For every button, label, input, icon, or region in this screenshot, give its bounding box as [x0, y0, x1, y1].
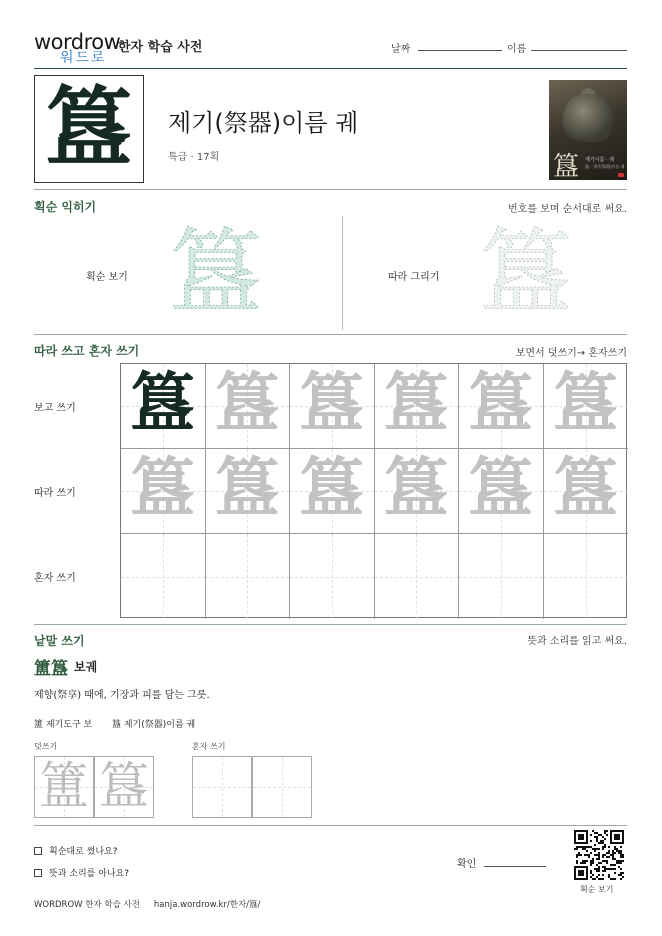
component-1: 簠 제기도구 보 — [34, 720, 93, 730]
practice-cell[interactable] — [375, 364, 460, 449]
row-label-view: 보고 쓰기 — [34, 403, 76, 414]
qr-label: 획순 보기 — [580, 885, 614, 894]
app-title: 한자 학습 사전 — [118, 40, 203, 55]
confirm-field[interactable] — [484, 866, 546, 867]
practice-cell[interactable] — [544, 364, 629, 449]
component-2: 簋 제기(祭器)이름 궤 — [112, 720, 196, 730]
photo-badge — [618, 173, 624, 177]
word-section-divider — [34, 825, 627, 826]
check-label: 뜻과 소리를 아나요? — [49, 869, 130, 879]
practice-cell[interactable] — [121, 534, 206, 619]
word-alone-cell[interactable] — [252, 756, 312, 818]
stroke-trace-diagram — [480, 218, 572, 323]
word-section-hint: 뜻과 소리를 읽고 써요. — [527, 636, 627, 647]
word-hanja: 簠簋 — [34, 659, 68, 679]
trace-char-2: 簋 — [99, 757, 149, 815]
practice-cell[interactable] — [206, 364, 291, 449]
confirm-label: 확인 — [457, 859, 477, 870]
word-section-title: 낱말 쓰기 — [34, 634, 85, 648]
word-trace-cell[interactable] — [34, 756, 94, 818]
name-field[interactable] — [531, 50, 627, 51]
vessel-body — [563, 94, 613, 142]
stroke-divider — [342, 216, 343, 330]
grade-strokes: 특급 · 17획 — [168, 152, 220, 163]
date-field[interactable] — [418, 50, 502, 51]
stroke-section-divider — [34, 334, 627, 335]
practice-cell[interactable] — [459, 534, 544, 619]
stroke-trace-label: 따라 그리기 — [388, 272, 440, 283]
practice-char: 簋 — [384, 366, 449, 441]
row-label-alone: 혼자 쓰기 — [34, 573, 76, 584]
qr-code[interactable] — [574, 830, 624, 880]
main-hanja: 簋 — [34, 75, 144, 183]
check-label: 획순대로 썼나요? — [49, 847, 118, 857]
practice-char: 簋 — [553, 451, 618, 526]
practice-char: 簋 — [384, 451, 449, 526]
practice-cell[interactable] — [459, 449, 544, 534]
word-trace-cell[interactable] — [94, 756, 154, 818]
footer-brand: WORDROW 한자 학습 사전 — [34, 900, 140, 910]
practice-cell[interactable] — [544, 534, 629, 619]
word-trace-label: 덧쓰기 — [34, 742, 58, 751]
row-label-trace: 따라 쓰기 — [34, 488, 76, 499]
practice-cell[interactable] — [544, 449, 629, 534]
word-reading: 보궤 — [74, 660, 98, 674]
practice-section-title: 따라 쓰고 혼자 쓰기 — [34, 344, 140, 358]
checkbox[interactable] — [34, 869, 42, 877]
stroke-glyph: 簋 — [170, 219, 262, 323]
practice-char: 簋 — [215, 366, 280, 441]
page-title: 제기(祭器)이름 궤 — [168, 109, 359, 137]
check-meaning[interactable] — [34, 866, 129, 879]
date-label: 날짜 — [391, 44, 411, 55]
practice-char: 簋 — [130, 451, 195, 526]
logo-wordmark: wordrow — [34, 30, 121, 54]
logo-korean: 워드로 — [60, 50, 107, 66]
practice-cell[interactable] — [290, 449, 375, 534]
practice-cell[interactable] — [290, 534, 375, 619]
checkbox[interactable] — [34, 847, 42, 855]
word-alone-label: 혼자 쓰기 — [192, 742, 226, 751]
word-alone-cell[interactable] — [192, 756, 252, 818]
practice-char: 簋 — [299, 366, 364, 441]
practice-cell[interactable] — [375, 449, 460, 534]
footer — [34, 898, 260, 910]
stroke-section-hint: 번호를 보며 순서대로 써요. — [508, 204, 627, 215]
practice-char: 簋 — [468, 366, 533, 441]
trace-char-1: 簠 — [39, 757, 89, 815]
practice-char: 簋 — [468, 451, 533, 526]
photo-subcaption: 簋 · 제기(祭器)이름 궤 — [585, 164, 625, 169]
name-label: 이름 — [507, 44, 527, 55]
practice-char: 簋 — [299, 451, 364, 526]
practice-char: 簋 — [215, 451, 280, 526]
hero-divider — [34, 189, 627, 190]
practice-section-divider — [34, 624, 627, 625]
trace-glyph: 簋 — [480, 219, 572, 323]
photo-hanja: 簋 — [553, 152, 580, 180]
stroke-order-diagram — [170, 218, 262, 323]
stroke-view-label: 획순 보기 — [86, 272, 128, 283]
practice-char: 簋 — [553, 366, 618, 441]
practice-cell[interactable] — [290, 364, 375, 449]
practice-cell[interactable] — [121, 449, 206, 534]
practice-cell[interactable] — [121, 364, 206, 449]
header-divider — [34, 68, 627, 69]
word-meaning: 제향(祭享) 때에, 기장과 피를 담는 그릇. — [34, 690, 210, 701]
practice-cell[interactable] — [206, 534, 291, 619]
practice-grid — [120, 363, 627, 618]
practice-cell[interactable] — [206, 449, 291, 534]
practice-section-hint: 보면서 덧쓰기→ 혼자쓰기 — [515, 348, 627, 359]
photo-caption: 제기이름 · 궤 — [585, 157, 614, 163]
practice-cell[interactable] — [375, 534, 460, 619]
footer-url[interactable]: hanja.wordrow.kr/한자/簋/ — [153, 900, 261, 910]
stroke-section-title: 획순 익히기 — [34, 200, 97, 214]
check-stroke-order[interactable] — [34, 844, 118, 857]
vessel-photo — [549, 80, 627, 180]
practice-cell[interactable] — [459, 364, 544, 449]
practice-char: 簋 — [130, 366, 195, 441]
